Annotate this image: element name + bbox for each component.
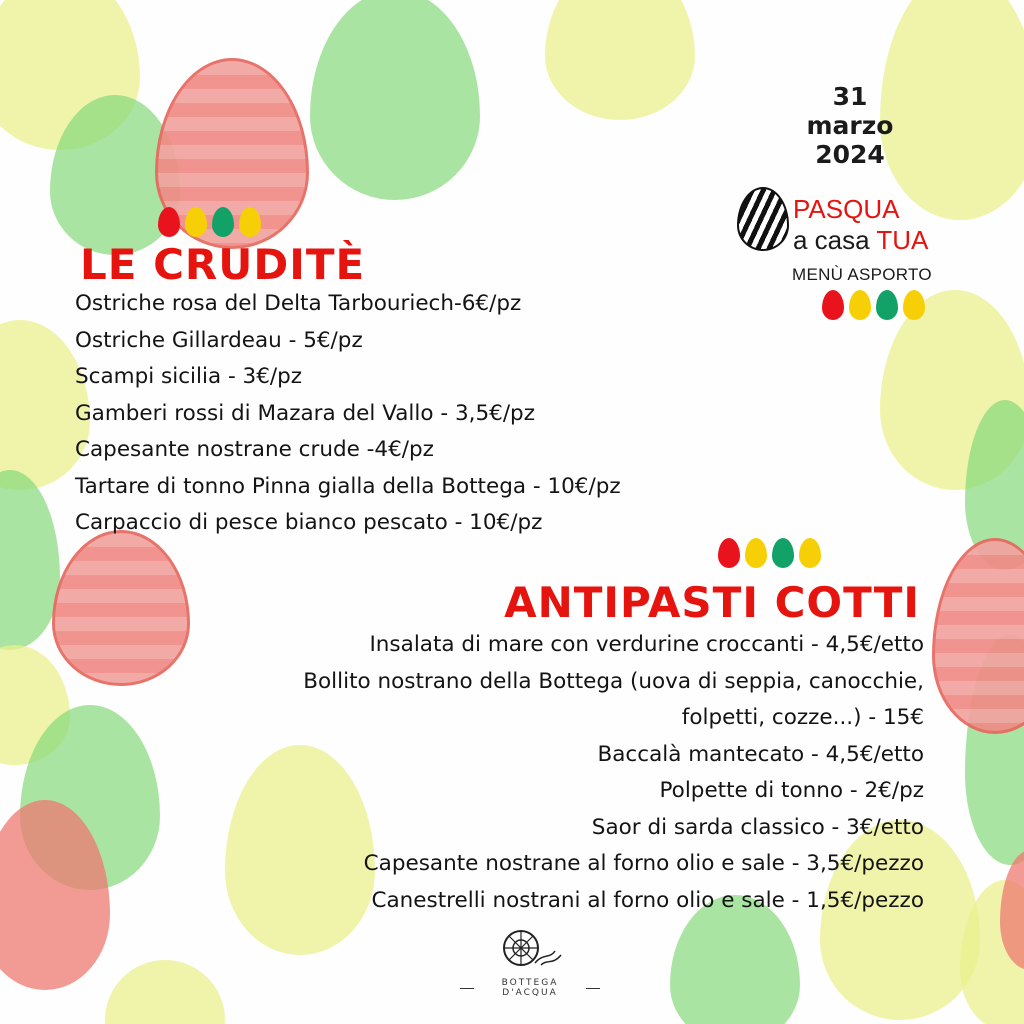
menu-item: Polpette di tonno - 2€/pz [659,778,924,803]
green-egg-icon [212,207,234,237]
background-egg [310,0,480,200]
menu-item: Capesante nostrane crude -4€/pz [75,437,434,462]
menu-item: Ostriche rosa del Delta Tarbouriech-6€/pz [75,291,522,316]
striped-egg [52,530,190,686]
date-year: 2024 [815,140,885,169]
menu-item: folpetti, cozze...) - 15€ [681,705,924,730]
brand-line2-pre: a casa [793,225,870,255]
brand-title-line2 [793,226,928,254]
menu-item: Scampi sicilia - 3€/pz [75,364,303,389]
divider [586,988,600,989]
yellow-egg-icon [239,207,261,237]
logo-name-row [460,978,600,998]
menu-item: Insalata di mare con verdurine croccanti - 4,5€/etto [369,632,924,657]
divider [460,988,474,989]
menu-item: Baccalà mantecato - 4,5€/etto [597,741,924,767]
background-egg [105,960,225,1024]
yellow-egg-icon [849,290,871,320]
bottega-logo [460,925,600,998]
crudite-title: LE CRUDITÈ [80,240,366,289]
yellow-egg-icon [799,538,821,568]
menu-item: Capesante nostrane al forno olio e sale - 3,5€/pezzo [363,851,924,876]
green-egg-icon [772,538,794,568]
mini-eggs-antipasti [718,538,821,568]
menu-item: Tartare di tonno Pinna gialla della Bottega - 10€/pz [75,473,621,499]
yellow-egg-icon [745,538,767,568]
antipasti-title: ANTIPASTI COTTI [504,578,920,627]
menu-item: Carpaccio di pesce bianco pescato - 10€/pz [75,510,543,535]
background-egg [0,470,60,650]
menu-item: Canestrelli nostrani al forno olio e sale - 1,5€/pezzo [371,887,924,913]
brand-line2-emphasis: TUA [876,225,929,255]
crudite-list [75,286,621,542]
fish-wheel-icon [495,925,565,971]
menu-item: Gamberi rossi di Mazara del Vallo - 3,5€/pz [75,400,535,426]
red-egg-icon [822,290,844,320]
date-month: marzo [806,111,894,140]
green-egg-icon [876,290,898,320]
red-egg-icon [718,538,740,568]
brand-title-line1: PASQUA [793,194,900,224]
menu-item: Bollito nostrano della Bottega (uova di seppia, canocchie, [303,668,924,694]
background-egg [880,0,1024,220]
event-date [800,82,900,169]
background-egg [545,0,695,120]
brand-subtitle: MENÙ ASPORTO [792,265,932,284]
yellow-egg-icon [903,290,925,320]
antipasti-list [303,627,924,919]
menu-item: Ostriche Gillardeau - 5€/pz [75,327,363,353]
menu-item: Saor di sarda classico - 3€/etto [591,814,924,840]
date-day: 31 [832,82,868,111]
red-egg-icon [158,207,180,237]
mini-eggs-crudite [158,207,261,237]
striped-egg [932,538,1024,734]
mini-eggs-brand [822,290,925,320]
zebra-egg-icon [737,187,789,251]
logo-name: BOTTEGA D'ACQUA [501,978,559,998]
yellow-egg-icon [185,207,207,237]
